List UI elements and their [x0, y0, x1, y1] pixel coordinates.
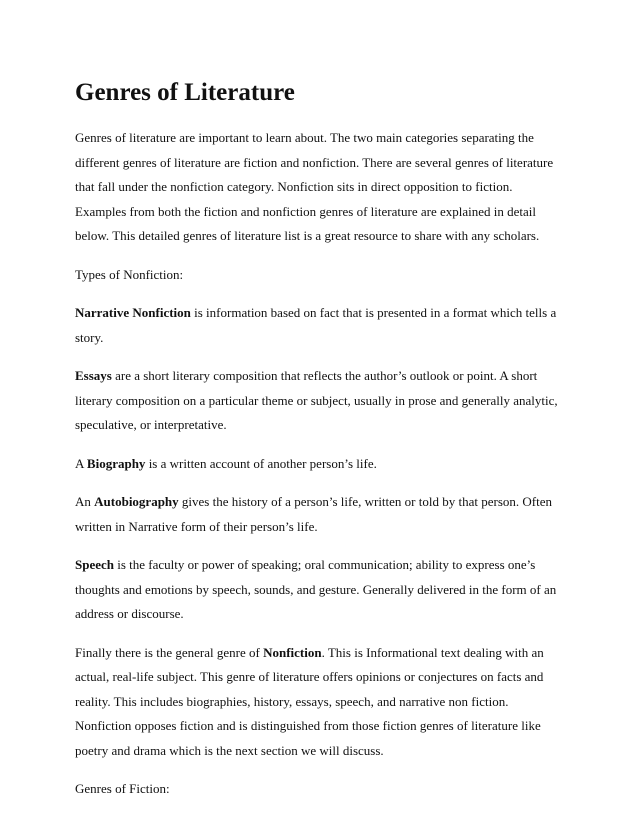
- narrative-nonfiction-text: is information based on fact that is presented in a format which tells a story.: [75, 305, 557, 345]
- nonfiction-general-text: . This is Informational text dealing with an actual, real-life subject. This genre of literature offers opinions or conjectures on facts and reality. This includes biographies, history, essays, speech, and narrative non fiction. Nonfiction opposes fiction and is distinguished from those fiction genres of literature like poetry and drama which is the next section we will discuss.: [75, 644, 544, 758]
- autobiography-paragraph: [75, 490, 565, 539]
- intro-paragraph: Genres of literature are important to learn about. The two main categories separating the different genres of literature are fiction and nonfiction. There are several genres of literature that fall under the nonfiction category. Nonfiction sits in direct opposition to fiction. Examples from both the fiction and nonfiction genres of literature are explained in detail below. This detailed genres of literature list is a great resource to share with any scholars.: [75, 130, 554, 243]
- nonfiction-heading: Types of Nonfiction:: [75, 266, 184, 282]
- narrative-nonfiction-paragraph: [75, 301, 565, 350]
- document-page: [75, 78, 565, 816]
- essays-text: are a short literary composition that reflects the author’s outlook or point. A short literary composition on a particular theme or subject, usually in prose and generally analytic, speculative, or interpretative.: [75, 368, 558, 432]
- fiction-heading: Genres of Fiction:: [75, 781, 170, 796]
- nonfiction-general-paragraph: [75, 641, 565, 764]
- biography-text: is a written account of another person’s life.: [145, 455, 377, 471]
- page-title: Genres of Literature: [75, 79, 295, 106]
- biography-prefix: A: [75, 455, 87, 471]
- biography-paragraph: [75, 452, 565, 477]
- essays-paragraph: [75, 364, 565, 438]
- narrative-nonfiction-term: Narrative Nonfiction: [75, 305, 191, 320]
- speech-term: Speech: [75, 557, 114, 572]
- biography-term: Biography: [86, 455, 146, 471]
- autobiography-term: Autobiography: [94, 494, 179, 509]
- nonfiction-general-term: Nonfiction: [263, 644, 322, 660]
- essays-term: Essays: [75, 368, 112, 383]
- speech-paragraph: [75, 553, 565, 627]
- speech-text: is the faculty or power of speaking; oral communication; ability to express one’s thoughts and emotions by speech, sounds, and gesture. Generally delivered in the form of an address or discourse.: [75, 557, 557, 621]
- autobiography-text: gives the history of a person’s life, written or told by that person. Often written in Narrative form of their person’s life.: [75, 494, 552, 534]
- nonfiction-general-prefix: Finally there is the general genre of: [75, 644, 264, 660]
- autobiography-prefix: An: [75, 494, 95, 509]
